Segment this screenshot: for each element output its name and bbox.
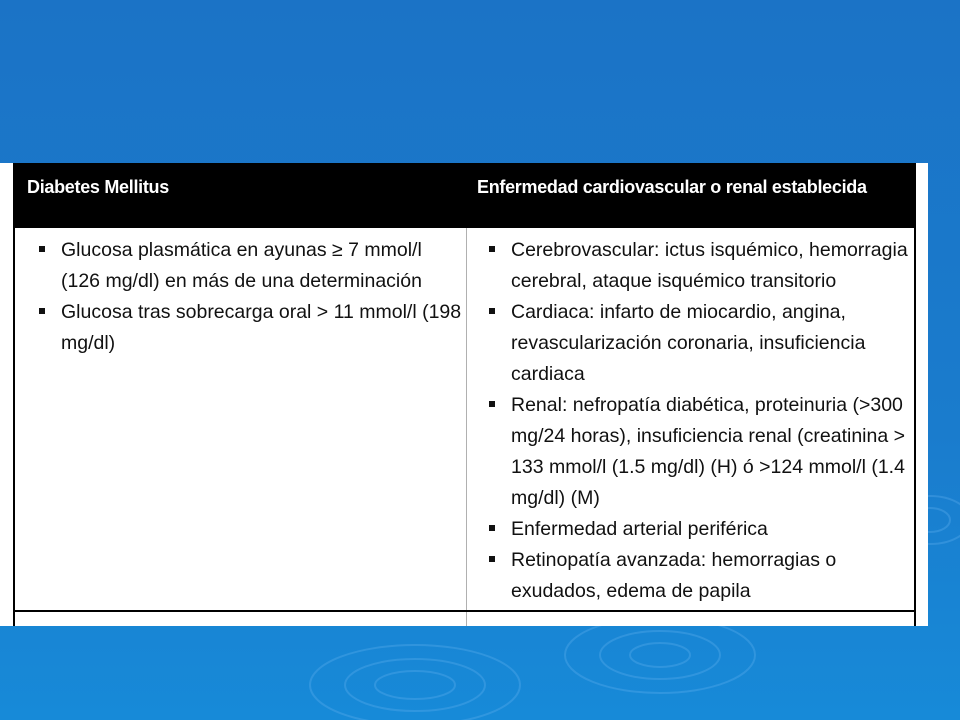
diabetes-criteria-list <box>27 235 463 359</box>
list-item: Enfermedad arterial periférica <box>477 514 913 545</box>
table-header <box>15 163 914 228</box>
column-divider <box>466 228 467 626</box>
table-bottom-rule <box>15 610 914 612</box>
list-item: Renal: nefropatía diabética, proteinuria (>300 mg/24 horas), insuficiencia renal (creatinina > 133 mmol/l (1.5 mg/dl) (H) ó >124 mmol/l (1.4 mg/dl) (M) <box>477 390 913 514</box>
list-item: Cerebrovascular: ictus isquémico, hemorragia cerebral, ataque isquémico transitorio <box>477 235 913 297</box>
cardio-renal-criteria-list <box>477 235 913 607</box>
header-diabetes: Diabetes Mellitus <box>27 177 169 197</box>
list-item: Retinopatía avanzada: hemorragias o exudados, edema de papila <box>477 545 913 607</box>
header-cardio-renal: Enfermedad cardiovascular o renal establecida <box>477 177 867 197</box>
list-item: Glucosa tras sobrecarga oral > 11 mmol/l (198 mg/dl) <box>27 297 463 359</box>
criteria-table-image <box>0 163 928 626</box>
criteria-table <box>13 163 916 626</box>
list-item: Glucosa plasmática en ayunas ≥ 7 mmol/l (126 mg/dl) en más de una determinación <box>27 235 463 297</box>
list-item: Cardiaca: infarto de miocardio, angina, revascularización coronaria, insuficiencia cardiaca <box>477 297 913 390</box>
